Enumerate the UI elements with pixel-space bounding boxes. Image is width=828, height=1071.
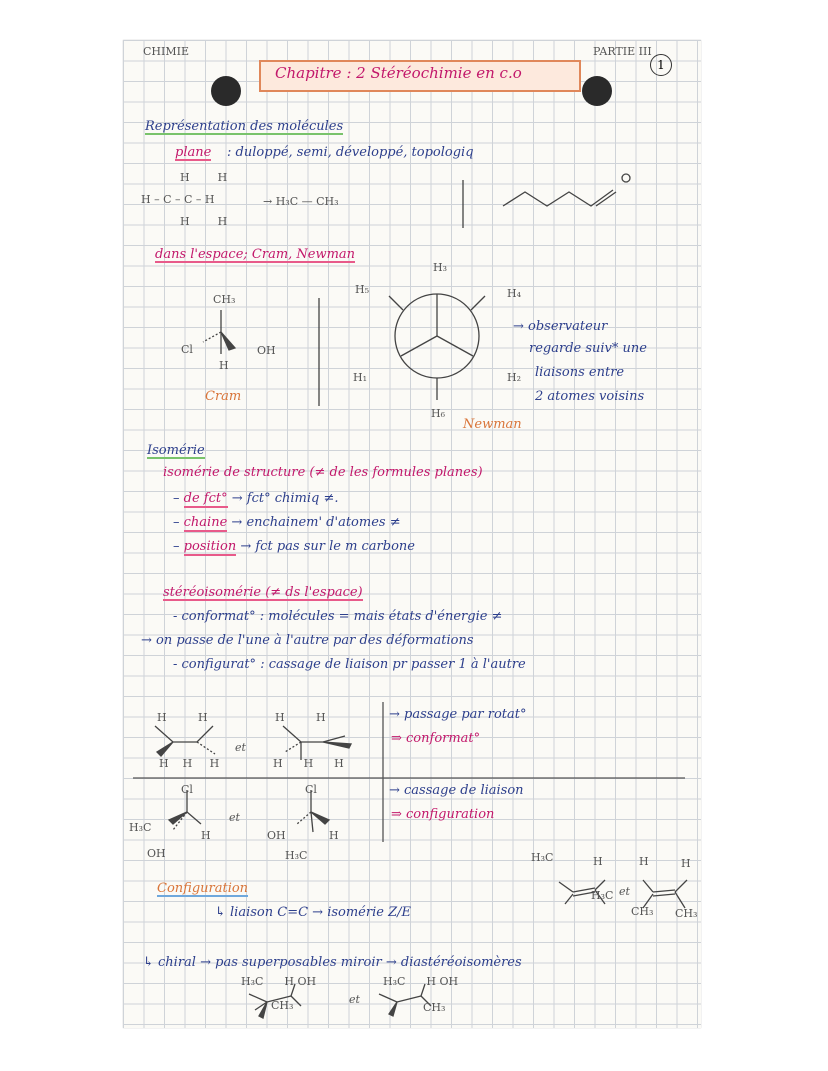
ethane-developed: H – C – C – H (141, 193, 215, 206)
topological-formula-drawing (463, 170, 643, 230)
z-e-isomers-drawing (543, 855, 693, 928)
newman-h4: H₄ (507, 287, 522, 300)
newman-projection-drawing (373, 286, 513, 416)
row2-label-oh-b: OH (267, 829, 286, 842)
section-heading-isomerie: Isomérie (147, 443, 205, 458)
row2-label-h3c-b: H₃C (285, 849, 308, 862)
row2-et: et (229, 811, 240, 824)
structure-item-1-label: de fct° (183, 491, 228, 506)
cram-cl: Cl (181, 343, 193, 356)
row2-label-cl-a: Cl (181, 783, 193, 796)
page-number: 1 (650, 54, 672, 76)
partie-label: PARTIE III (593, 45, 652, 58)
row1-conformation-result: ⇒ conformat° (391, 731, 481, 746)
ethane-condensed: → H₃C — CH₃ (263, 195, 339, 208)
newman-note-2: regarde suiv* une (529, 341, 647, 356)
row2-cassage-note: → cassage de liaison (389, 783, 524, 798)
ze-label-h3c-b: H₃C (591, 889, 614, 902)
ze-label-h2: H (639, 855, 649, 868)
notebook-page (123, 40, 701, 1028)
row2-label-oh-a: OH (147, 847, 166, 860)
row2-label-h3c-a: H₃C (129, 821, 152, 834)
row1-molecule-b-h-bottom: H H H (273, 757, 344, 770)
configuration-zE: ↳ liaison C=C → isomérie Z/E (215, 905, 411, 920)
chiral-et: et (349, 993, 360, 1006)
newman-h3: H₃ (433, 261, 448, 274)
structure-item-3-text: → fct pas sur le m carbone (240, 539, 415, 554)
section-heading-representation: Représentation des molécules (145, 119, 344, 134)
ze-label-h3: H (681, 857, 691, 870)
binder-hole-left (211, 76, 241, 106)
chiral-label-h3c-a: H₃C H OH (241, 975, 317, 988)
row2-label-h-b: H (329, 829, 339, 842)
plane-label: plane (175, 145, 212, 160)
stereo-heading: stéréoisomérie (≠ ds l'espace) (163, 585, 363, 600)
newman-note-1: → observateur (513, 319, 608, 334)
structure-heading: isomérie de structure (≠ de les formules planes) (163, 465, 483, 480)
cram-drawing (173, 302, 263, 372)
chiral-label-h3c-b: H₃C H OH (383, 975, 459, 988)
plane-types: : duloppé, semi, développé, topologiq (227, 145, 474, 160)
ethane-h-top: H H (180, 171, 228, 184)
structure-item-2-text: → enchainem' d'atomes ≠ (231, 515, 401, 530)
row2-configuration-result: ⇒ configuration (391, 807, 495, 822)
structure-item-3-label: position (183, 539, 237, 554)
structure-item-2: – chaine → enchainem' d'atomes ≠ (173, 515, 401, 530)
row1-molecule-b-h-top: H H (275, 711, 326, 724)
newman-h6: H₆ (431, 407, 446, 420)
ethane-h-bottom: H H (180, 215, 228, 228)
ze-label-ch3-a: CH₃ (631, 905, 654, 918)
stereo-item-3: - configurat° : cassage de liaison pr passer 1 à l'autre (173, 657, 526, 672)
stereo-item-2: → on passe de l'une à l'autre par des déformations (141, 633, 474, 648)
comparison-grid (133, 702, 693, 852)
row2-label-h-a: H (201, 829, 211, 842)
chiral-label-ch3-a: CH₃ (271, 999, 294, 1012)
row1-molecule-a-h-bottom: H H H (159, 757, 220, 770)
newman-label: Newman (463, 417, 522, 432)
structure-item-1-text: → fct° chimiq ≠. (231, 491, 339, 506)
space-representations: dans l'espace; Cram, Newman (155, 247, 356, 262)
cram-oh: OH (257, 344, 276, 357)
row2-label-cl-b: Cl (305, 783, 317, 796)
cram-newman-separator (317, 298, 321, 408)
cram-label: Cram (205, 389, 242, 404)
newman-h1: H₁ (353, 371, 368, 384)
ze-et: et (619, 885, 630, 898)
newman-h2: H₂ (507, 371, 522, 384)
cram-ch3: CH₃ (213, 293, 236, 306)
row1-molecule-a-h-top: H H (157, 711, 208, 724)
subject-label: CHIMIE (143, 45, 189, 58)
binder-hole-right (582, 76, 612, 106)
ze-label-h3c: H₃C (531, 851, 554, 864)
ze-label-h1: H (593, 855, 603, 868)
stereo-item-1: - conformat° : molécules = mais états d'énergie ≠ (173, 609, 503, 624)
newman-note-3: liaisons entre (535, 365, 625, 380)
row1-et: et (235, 741, 246, 754)
newman-note-4: 2 atomes voisins (535, 389, 645, 404)
structure-item-1: – de fct° → fct° chimiq ≠. (173, 491, 339, 506)
configuration-chiral: ↳ chiral → pas superposables miroir → diastéréoisomères (143, 955, 522, 970)
row1-rotation-note: → passage par rotat° (389, 707, 527, 722)
structure-item-3: – position → fct pas sur le m carbone (173, 539, 415, 554)
cram-h: H (219, 359, 229, 372)
section-heading-configuration: Configuration (157, 881, 249, 896)
ze-label-ch3-b: CH₃ (675, 907, 698, 920)
newman-h5: H₅ (355, 283, 370, 296)
chapter-title: Chapitre : 2 Stéréochimie en c.o (275, 64, 522, 82)
chiral-label-ch3-b: CH₃ (423, 1001, 446, 1014)
structure-item-2-label: chaine (183, 515, 228, 530)
